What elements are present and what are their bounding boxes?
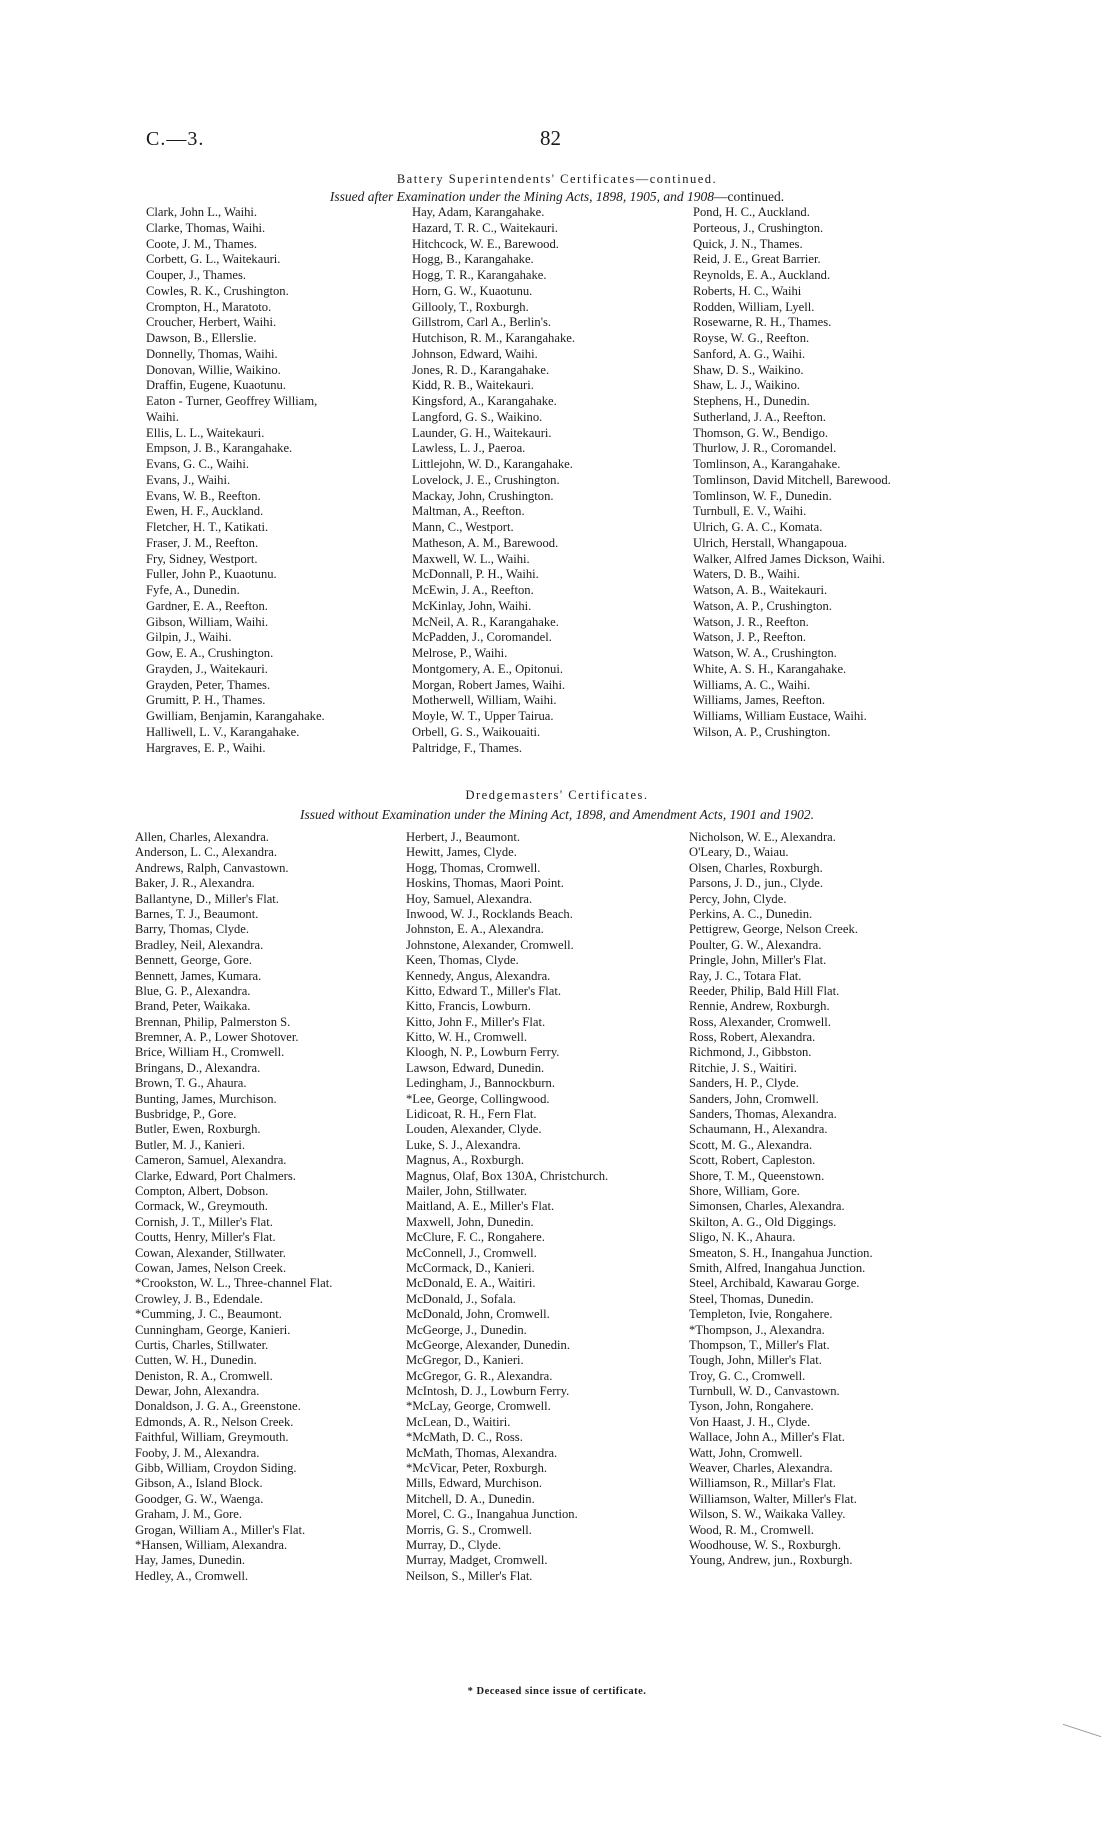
battery-certificate-entry: Waters, D. B., Waihi.	[693, 567, 800, 582]
dredge-certificate-entry: *McLay, George, Cromwell.	[406, 1399, 551, 1414]
dredge-certificate-entry: Kennedy, Angus, Alexandra.	[406, 968, 551, 983]
dredge-certificate-entry: McLean, D., Waitiri.	[406, 1414, 511, 1429]
dredge-certificate-entry: Brand, Peter, Waikaka.	[135, 999, 251, 1014]
battery-certificate-entry: Tomlinson, A., Karangahake.	[693, 457, 841, 471]
dredge-certificate-entry: *Lee, George, Collingwood.	[406, 1091, 550, 1106]
battery-certificate-entry: Kidd, R. B., Waitekauri.	[412, 378, 534, 393]
battery-column-3	[693, 205, 891, 741]
dredge-certificate-entry: Butler, Ewen, Roxburgh.	[135, 1122, 261, 1137]
battery-certificate-entry: Thurlow, J. R., Coromandel.	[693, 441, 837, 456]
dredge-certificate-entry: Johnstone, Alexander, Cromwell.	[406, 937, 574, 952]
battery-certificate-entry: Clarke, Thomas, Waihi.	[146, 220, 266, 235]
battery-certificate-entry: Fletcher, H. T., Katikati.	[146, 520, 269, 534]
battery-certificate-entry: Watson, A. P., Crushington.	[693, 598, 832, 613]
battery-certificate-entry: Halliwell, L. V., Karangahake.	[146, 724, 300, 739]
battery-certificate-entry: Draffin, Eugene, Kuaotunu.	[146, 378, 287, 393]
battery-certificate-entry: Fuller, John P., Kuaotunu.	[146, 567, 277, 582]
dredge-certificate-entry: Blue, G. P., Alexandra.	[135, 983, 251, 998]
battery-certificate-entry: Donnelly, Thomas, Waihi.	[146, 346, 278, 361]
battery-certificate-entry: Wilson, A. P., Crushington.	[693, 724, 831, 739]
battery-certificate-entry: Morgan, Robert James, Waihi.	[412, 677, 566, 692]
dredge-certificate-entry: Turnbull, W. D., Canvastown.	[689, 1384, 840, 1399]
dredge-certificate-entry: Woodhouse, W. S., Roxburgh.	[689, 1537, 841, 1552]
dredge-certificate-entry: Brennan, Philip, Palmerston S.	[135, 1014, 291, 1029]
battery-certificate-entry: Motherwell, William, Waihi.	[412, 693, 557, 708]
footnote: * Deceased since issue of certificate.	[467, 1686, 647, 1697]
dredge-certificate-entry: Morris, G. S., Cromwell.	[406, 1522, 532, 1537]
dredge-certificate-entry: Kitto, W. H., Cromwell.	[406, 1030, 528, 1045]
dredge-certificate-entry: Reeder, Philip, Bald Hill Flat.	[689, 983, 840, 998]
dredge-certificate-entry: Hoskins, Thomas, Maori Point.	[406, 876, 564, 891]
battery-subtitle-continued: —continued.	[713, 189, 785, 204]
dredge-certificate-entry: Ballantyne, D., Miller's Flat.	[135, 891, 279, 906]
battery-certificate-entry: Williams, James, Reefton.	[693, 693, 826, 708]
dredge-certificate-entry: McDonald, John, Cromwell.	[406, 1307, 550, 1322]
dredge-certificate-entry: Brice, William H., Cromwell.	[135, 1045, 285, 1060]
dredge-certificate-entry: McIntosh, D. J., Lowburn Ferry.	[406, 1384, 570, 1399]
dredge-certificate-entry: Bunting, James, Murchison.	[135, 1091, 277, 1106]
dredge-certificate-entry: Murray, D., Clyde.	[406, 1537, 502, 1552]
battery-certificate-entry: Shaw, L. J., Waikino.	[693, 378, 801, 393]
dredge-certificate-entry: McGeorge, J., Dunedin.	[406, 1322, 527, 1337]
battery-certificate-entry: Gow, E. A., Crushington.	[146, 646, 274, 660]
dredge-certificate-entry: Ray, J. C., Totara Flat.	[689, 968, 802, 983]
dredge-certificate-entry: Wood, R. M., Cromwell.	[689, 1522, 814, 1537]
battery-certificate-entry: Maxwell, W. L., Waihi.	[412, 551, 530, 566]
battery-column-2	[412, 205, 575, 756]
battery-certificate-entry: Gillooly, T., Roxburgh.	[412, 299, 529, 314]
dredge-certificate-entry: Skilton, A. G., Old Diggings.	[689, 1214, 837, 1229]
battery-certificate-entry: Watson, W. A., Crushington.	[693, 646, 837, 660]
battery-certificate-entry: Donovan, Willie, Waikino.	[146, 362, 281, 377]
battery-certificate-entry: Evans, J., Waihi.	[146, 472, 231, 487]
dredge-certificate-entry: Young, Andrew, jun., Roxburgh.	[689, 1553, 853, 1568]
battery-certificate-entry: Fry, Sidney, Westport.	[146, 551, 258, 566]
dredge-column-2	[406, 830, 608, 1584]
dredge-certificate-entry: Crowley, J. B., Edendale.	[135, 1291, 263, 1306]
dredge-certificate-entry: Smeaton, S. H., Inangahua Junction.	[689, 1245, 873, 1260]
dredge-certificate-entry: Williamson, R., Millar's Flat.	[689, 1476, 836, 1491]
battery-certificate-entry: Thomson, G. W., Bendigo.	[693, 425, 829, 440]
battery-certificate-entry: Matheson, A. M., Barewood.	[412, 535, 559, 550]
battery-certificate-entry: Corbett, G. L., Waitekauri.	[146, 252, 281, 267]
dredge-certificate-entry: Bennett, George, Gore.	[135, 953, 252, 968]
battery-certificate-entry: Williams, William Eustace, Waihi.	[693, 709, 867, 723]
battery-certificate-entry: Dawson, B., Ellerslie.	[146, 331, 257, 345]
dredge-certificate-entry: *Thompson, J., Alexandra.	[689, 1322, 825, 1337]
battery-certificate-entry: Hogg, T. R., Karangahake.	[412, 268, 547, 282]
battery-certificate-entry: Walker, Alfred James Dickson, Waihi.	[693, 551, 886, 566]
dredge-certificate-entry: Herbert, J., Beaumont.	[406, 830, 521, 844]
dredge-certificate-entry: Grogan, William A., Miller's Flat.	[135, 1522, 306, 1537]
dredge-certificate-entry: Wilson, S. W., Waikaka Valley.	[689, 1507, 846, 1522]
dredge-certificate-entry: Hoy, Samuel, Alexandra.	[406, 891, 533, 906]
dredge-certificate-entry: *Cumming, J. C., Beaumont.	[135, 1307, 282, 1322]
battery-certificate-entry: Sanford, A. G., Waihi.	[693, 346, 806, 361]
dredge-certificate-entry: McDonald, J., Sofala.	[406, 1291, 516, 1306]
battery-certificate-entry: McNeil, A. R., Karangahake.	[412, 614, 559, 629]
battery-certificate-entry: Tomlinson, David Mitchell, Barewood.	[693, 472, 891, 487]
dredge-certificate-entry: Butler, M. J., Kanieri.	[135, 1137, 246, 1152]
battery-certificate-entry: Montgomery, A. E., Opitonui.	[412, 661, 564, 676]
battery-certificate-entry: Hitchcock, W. E., Barewood.	[412, 236, 559, 251]
dredge-certificate-entry: McGregor, G. R., Alexandra.	[406, 1368, 553, 1383]
battery-subtitle-main: Issued after Examination under the Mining Acts, 1898, 1905, and 1908	[329, 189, 714, 204]
dredge-certificate-entry: Lawson, Edward, Dunedin.	[406, 1060, 545, 1075]
dredge-certificate-entry: Graham, J. M., Gore.	[135, 1507, 243, 1522]
battery-certificate-entry: Grayden, Peter, Thames.	[146, 677, 271, 692]
battery-certificate-entry: Porteous, J., Crushington.	[693, 220, 824, 235]
dredge-certificate-entry: Perkins, A. C., Dunedin.	[689, 906, 813, 921]
dredge-certificate-entry: Magnus, A., Roxburgh.	[406, 1153, 525, 1168]
battery-certificate-entry: Gwilliam, Benjamin, Karangahake.	[146, 709, 325, 723]
battery-certificate-entry: Melrose, P., Waihi.	[412, 646, 508, 660]
battery-certificate-entry: Royse, W. G., Reefton.	[693, 331, 810, 345]
dredge-certificate-entry: Johnston, E. A., Alexandra.	[406, 922, 544, 937]
battery-certificate-entry: Gardner, E. A., Reefton.	[146, 598, 268, 613]
dredge-certificate-entry: Ross, Robert, Alexandra.	[689, 1030, 816, 1045]
dredge-certificate-entry: Ross, Alexander, Cromwell.	[689, 1014, 831, 1029]
dredge-certificate-entry: Baker, J. R., Alexandra.	[135, 876, 255, 891]
battery-certificate-entry: Fyfe, A., Dunedin.	[146, 583, 240, 597]
dredge-certificate-entry: Scott, M. G., Alexandra.	[689, 1137, 813, 1152]
dredge-certificate-entry: Donaldson, J. G. A., Greenstone.	[135, 1399, 301, 1414]
dredge-certificate-entry: Sligo, N. K., Ahaura.	[689, 1230, 796, 1245]
dredge-certificate-entry: Cornish, J. T., Miller's Flat.	[135, 1214, 273, 1229]
dredge-certificate-entry: Hogg, Thomas, Cromwell.	[406, 860, 541, 875]
dredge-certificate-entry: Troy, G. C., Cromwell.	[689, 1368, 806, 1383]
dredge-certificate-entry: Shore, T. M., Queenstown.	[689, 1168, 825, 1183]
battery-certificate-entry: Gibson, William, Waihi.	[146, 614, 269, 629]
dredge-certificate-entry: Poulter, G. W., Alexandra.	[689, 937, 822, 952]
battery-certificate-entry: Hutchison, R. M., Karangahake.	[412, 331, 575, 345]
dredge-certificate-entry: McGregor, D., Kanieri.	[406, 1353, 524, 1368]
battery-certificate-entry: Littlejohn, W. D., Karangahake.	[412, 457, 573, 471]
battery-certificate-entry: Hazard, T. R. C., Waitekauri.	[412, 220, 558, 235]
battery-certificate-entry: Reynolds, E. A., Auckland.	[693, 268, 831, 282]
battery-certificate-entry: Eaton - Turner, Geoffrey William,	[146, 394, 318, 408]
dredge-certificate-entry: McConnell, J., Cromwell.	[406, 1245, 537, 1260]
battery-certificate-entry: Jones, R. D., Karangahake.	[412, 362, 550, 377]
dredge-certificate-entry: Allen, Charles, Alexandra.	[135, 830, 269, 844]
dredge-column-1	[135, 830, 332, 1584]
dredge-certificate-entry: Luke, S. J., Alexandra.	[406, 1137, 521, 1152]
dredge-certificate-entry: Tough, John, Miller's Flat.	[689, 1353, 822, 1368]
dredge-certificate-entry: Rennie, Andrew, Roxburgh.	[689, 999, 830, 1014]
dredge-certificate-entry: Cowan, James, Nelson Creek.	[135, 1260, 287, 1275]
battery-certificate-entry: Ewen, H. F., Auckland.	[146, 504, 264, 519]
dredge-certificate-entry: Magnus, Olaf, Box 130A, Christchurch.	[406, 1168, 609, 1183]
dredge-certificate-entry: Gibson, A., Island Block.	[135, 1476, 263, 1491]
dredge-certificate-entry: Hewitt, James, Clyde.	[406, 845, 517, 860]
dredge-certificate-entry: Barnes, T. J., Beaumont.	[135, 906, 259, 921]
battery-certificate-entry: Pond, H. C., Auckland.	[693, 205, 810, 219]
dredge-certificate-entry: Keen, Thomas, Clyde.	[406, 953, 519, 968]
dredge-certificate-entry: Maitland, A. E., Miller's Flat.	[406, 1199, 555, 1214]
dredge-subtitle-text: Issued without Examination under the Mining Act, 1898, and Amendment Acts, 1901 and 1902.	[299, 807, 815, 822]
dredge-certificate-entry: Barry, Thomas, Clyde.	[135, 922, 250, 937]
battery-certificate-entry: Turnbull, E. V., Waihi.	[693, 504, 807, 519]
dredge-certificate-entry: Schaumann, H., Alexandra.	[689, 1122, 828, 1137]
battery-certificate-entry: Reid, J. E., Great Barrier.	[693, 252, 821, 267]
dredge-certificate-entry: Cowan, Alexander, Stillwater.	[135, 1245, 286, 1260]
dredge-certificate-entry: Scott, Robert, Capleston.	[689, 1153, 816, 1168]
battery-certificate-entry: McPadden, J., Coromandel.	[412, 630, 552, 645]
battery-certificate-entry: Hargraves, E. P., Waihi.	[146, 740, 266, 755]
dredge-certificate-entry: Bennett, James, Kumara.	[135, 968, 262, 983]
dredge-certificate-entry: Brown, T. G., Ahaura.	[135, 1076, 247, 1091]
dredge-certificate-entry: Weaver, Charles, Alexandra.	[689, 1461, 833, 1476]
page-reference: C.—3.	[146, 128, 205, 150]
dredge-certificate-entry: Hedley, A., Cromwell.	[135, 1568, 249, 1583]
battery-certificate-entry: Evans, G. C., Waihi.	[146, 457, 249, 471]
dredge-section-subtitle	[0, 807, 1114, 823]
battery-certificate-entry: Croucher, Herbert, Waihi.	[146, 315, 277, 330]
dredge-certificate-entry: Cormack, W., Greymouth.	[135, 1199, 268, 1214]
dredge-certificate-entry: Dewar, John, Alexandra.	[135, 1384, 260, 1399]
dredge-certificate-entry: Kloogh, N. P., Lowburn Ferry.	[406, 1045, 560, 1060]
battery-certificate-entry: Ulrich, Herstall, Whangapoua.	[693, 535, 847, 550]
battery-certificate-entry: Sutherland, J. A., Reefton.	[693, 409, 826, 424]
dredge-certificate-entry: Neilson, S., Miller's Flat.	[406, 1568, 533, 1583]
dredge-certificate-entry: Clarke, Edward, Port Chalmers.	[135, 1168, 296, 1183]
dredge-certificate-entry: Ledingham, J., Bannockburn.	[406, 1076, 555, 1091]
battery-certificate-entry: McEwin, J. A., Reefton.	[412, 583, 534, 597]
battery-certificate-entry: Tomlinson, W. F., Dunedin.	[693, 488, 832, 503]
dredge-section-title: Dredgemasters' Certificates.	[465, 788, 649, 802]
dredge-certificate-entry: Pringle, John, Miller's Flat.	[689, 953, 827, 968]
dredge-certificate-entry: Gibb, William, Croydon Siding.	[135, 1461, 297, 1476]
battery-certificate-entry: Mann, C., Westport.	[412, 520, 514, 534]
dredge-certificate-entry: Mitchell, D. A., Dunedin.	[406, 1491, 535, 1506]
battery-certificate-entry: Launder, G. H., Waitekauri.	[412, 425, 552, 440]
dredge-certificate-entry: Sanders, Thomas, Alexandra.	[689, 1107, 837, 1122]
dredge-certificate-entry: Shore, William, Gore.	[689, 1183, 800, 1198]
dredge-certificate-entry: McDonald, E. A., Waitiri.	[406, 1276, 536, 1291]
battery-certificate-entry: Ellis, L. L., Waitekauri.	[146, 425, 265, 440]
battery-certificate-entry: Stephens, H., Dunedin.	[693, 394, 810, 408]
dredge-certificate-entry: Lidicoat, R. H., Fern Flat.	[406, 1107, 537, 1122]
battery-certificate-entry: Williams, A. C., Waihi.	[693, 677, 811, 692]
battery-certificate-entry: Paltridge, F., Thames.	[412, 740, 522, 755]
dredge-certificate-entry: Busbridge, P., Gore.	[135, 1107, 237, 1122]
battery-certificate-entry: Waihi.	[146, 409, 179, 424]
battery-certificate-entry: Gillstrom, Carl A., Berlin's.	[412, 315, 552, 330]
dredge-column-3	[689, 830, 873, 1569]
battery-certificate-entry: Ulrich, G. A. C., Komata.	[693, 520, 823, 534]
battery-certificate-entry: Johnson, Edward, Waihi.	[412, 346, 538, 361]
dredge-certificate-entry: Maxwell, John, Dunedin.	[406, 1214, 534, 1229]
battery-certificate-entry: Lawless, L. J., Paeroa.	[412, 441, 526, 456]
dredge-certificate-entry: Deniston, R. A., Cromwell.	[135, 1368, 273, 1383]
dredge-certificate-entry: Simonsen, Charles, Alexandra.	[689, 1199, 845, 1214]
dredge-certificate-entry: Wallace, John A., Miller's Flat.	[689, 1430, 845, 1445]
dredge-certificate-entry: Ritchie, J. S., Waitiri.	[689, 1060, 797, 1075]
dredge-certificate-entry: Inwood, W. J., Rocklands Beach.	[406, 906, 573, 921]
battery-certificate-entry: Horn, G. W., Kuaotunu.	[412, 283, 533, 298]
battery-certificate-entry: Watson, J. R., Reefton.	[693, 614, 809, 629]
dredge-certificate-entry: Bremner, A. P., Lower Shotover.	[135, 1030, 299, 1045]
dredge-certificate-entry: Andrews, Ralph, Canvastown.	[135, 860, 289, 875]
dredge-certificate-entry: Sanders, H. P., Clyde.	[689, 1076, 799, 1091]
dredge-certificate-entry: Cutten, W. H., Dunedin.	[135, 1353, 257, 1368]
dredge-certificate-entry: Mills, Edward, Murchison.	[406, 1476, 543, 1491]
dredge-certificate-entry: Steel, Archibald, Kawarau Gorge.	[689, 1276, 860, 1291]
dredge-certificate-entry: Kitto, John F., Miller's Flat.	[406, 1014, 546, 1029]
battery-certificate-entry: Couper, J., Thames.	[146, 268, 246, 282]
dredge-certificate-entry: Morel, C. G., Inangahua Junction.	[406, 1507, 578, 1522]
dredge-certificate-entry: Kitto, Edward T., Miller's Flat.	[406, 983, 562, 998]
dredge-certificate-entry: Murray, Madget, Cromwell.	[406, 1553, 548, 1568]
dredge-certificate-entry: Steel, Thomas, Dunedin.	[689, 1291, 814, 1306]
dredge-certificate-entry: McClure, F. C., Rongahere.	[406, 1230, 545, 1245]
page-number: 82	[540, 126, 561, 150]
battery-section-title: Battery Superintendents' Certificates—continued.	[396, 172, 718, 186]
dredge-certificate-entry: Hay, James, Dunedin.	[135, 1553, 246, 1568]
dredge-certificate-entry: Pettigrew, George, Nelson Creek.	[689, 922, 858, 937]
battery-certificate-entry: Hogg, B., Karangahake.	[412, 252, 534, 267]
dredge-certificate-entry: Tyson, John, Rongahere.	[689, 1399, 814, 1414]
dredge-certificate-entry: Sanders, John, Cromwell.	[689, 1091, 819, 1106]
battery-certificate-entry: Lovelock, J. E., Crushington.	[412, 472, 560, 487]
dredge-certificate-entry: Faithful, William, Greymouth.	[135, 1430, 289, 1445]
battery-certificate-entry: Maltman, A., Reefton.	[412, 504, 525, 519]
dredge-certificate-entry: Olsen, Charles, Roxburgh.	[689, 860, 823, 875]
battery-certificate-entry: White, A. S. H., Karangahake.	[693, 661, 847, 676]
dredge-certificate-entry: McCormack, D., Kanieri.	[406, 1260, 535, 1275]
dredge-certificate-entry: Von Haast, J. H., Clyde.	[689, 1414, 811, 1429]
battery-certificate-entry: Cowles, R. K., Crushington.	[146, 283, 289, 298]
battery-certificate-entry: Roberts, H. C., Waihi	[693, 283, 802, 298]
battery-certificate-entry: Gilpin, J., Waihi.	[146, 630, 232, 645]
dredge-certificate-entry: Fooby, J. M., Alexandra.	[135, 1445, 260, 1460]
dredge-certificate-entry: Cunningham, George, Kanieri.	[135, 1322, 291, 1337]
dredge-certificate-entry: Goodger, G. W., Waenga.	[135, 1491, 264, 1506]
dredge-certificate-entry: Parsons, J. D., jun., Clyde.	[689, 876, 823, 891]
battery-certificate-entry: Quick, J. N., Thames.	[693, 236, 803, 251]
battery-certificate-entry: Mackay, John, Crushington.	[412, 488, 554, 503]
dredge-certificate-entry: Louden, Alexander, Clyde.	[406, 1122, 542, 1137]
dredge-certificate-entry: Watt, John, Cromwell.	[689, 1445, 803, 1460]
battery-certificate-entry: Empson, J. B., Karangahake.	[146, 441, 293, 456]
dredge-certificate-entry: Percy, John, Clyde.	[689, 891, 787, 906]
dredge-certificate-entry: Bringans, D., Alexandra.	[135, 1060, 261, 1075]
battery-certificate-entry: Clark, John L., Waihi.	[146, 205, 258, 219]
dredge-certificate-entry: Nicholson, W. E., Alexandra.	[689, 830, 836, 844]
dredge-certificate-entry: McGeorge, Alexander, Dunedin.	[406, 1337, 570, 1352]
battery-column-1	[146, 205, 325, 756]
dredge-certificate-entry: Richmond, J., Gibbston.	[689, 1045, 812, 1060]
battery-certificate-entry: Shaw, D. S., Waikino.	[693, 362, 804, 377]
dredge-certificate-entry: Curtis, Charles, Stillwater.	[135, 1337, 269, 1352]
battery-certificate-entry: Langford, G. S., Waikino.	[412, 409, 543, 424]
dredge-certificate-entry: McMath, Thomas, Alexandra.	[406, 1445, 558, 1460]
battery-certificate-entry: McKinlay, John, Waihi.	[412, 598, 532, 613]
dredge-certificate-entry: Mailer, John, Stillwater.	[406, 1183, 527, 1198]
dredge-certificate-entry: Williamson, Walter, Miller's Flat.	[689, 1491, 857, 1506]
dredge-certificate-entry: Thompson, T., Miller's Flat.	[689, 1337, 830, 1352]
dredge-certificate-entry: Smith, Alfred, Inangahua Junction.	[689, 1260, 866, 1275]
battery-section-subtitle	[0, 189, 1114, 205]
battery-certificate-entry: Coote, J. M., Thames.	[146, 236, 258, 251]
battery-certificate-entry: Watson, J. P., Reefton.	[693, 630, 807, 645]
dredge-certificate-entry: Anderson, L. C., Alexandra.	[135, 845, 277, 860]
battery-certificate-entry: Moyle, W. T., Upper Tairua.	[412, 709, 554, 723]
battery-certificate-entry: Grumitt, P. H., Thames.	[146, 693, 266, 708]
battery-certificate-entry: Crompton, H., Maratoto.	[146, 299, 272, 314]
dredge-certificate-entry: *McVicar, Peter, Roxburgh.	[406, 1461, 548, 1476]
dredge-certificate-entry: *Hansen, William, Alexandra.	[135, 1537, 288, 1552]
battery-certificate-entry: Evans, W. B., Reefton.	[146, 488, 261, 503]
battery-certificate-entry: Rosewarne, R. H., Thames.	[693, 315, 832, 330]
battery-certificate-entry: Kingsford, A., Karangahake.	[412, 394, 557, 408]
battery-certificate-entry: Hay, Adam, Karangahake.	[412, 205, 545, 219]
dredge-certificate-entry: Kitto, Francis, Lowburn.	[406, 999, 531, 1014]
dredge-certificate-entry: Coutts, Henry, Miller's Flat.	[135, 1230, 276, 1245]
dredge-certificate-entry: *McMath, D. C., Ross.	[406, 1430, 523, 1445]
dredge-certificate-entry: *Crookston, W. L., Three-channel Flat.	[135, 1276, 333, 1291]
dredge-certificate-entry: Bradley, Neil, Alexandra.	[135, 937, 264, 952]
dredge-certificate-entry: O'Leary, D., Waiau.	[689, 845, 789, 860]
battery-certificate-entry: Fraser, J. M., Reefton.	[146, 535, 259, 550]
battery-certificate-entry: McDonnall, P. H., Waihi.	[412, 567, 539, 582]
battery-certificate-entry: Rodden, William, Lyell.	[693, 299, 815, 314]
dredge-certificate-entry: Templeton, Ivie, Rongahere.	[689, 1307, 833, 1322]
dredge-certificate-entry: Edmonds, A. R., Nelson Creek.	[135, 1414, 294, 1429]
battery-certificate-entry: Orbell, G. S., Waikouaiti.	[412, 724, 541, 739]
scan-mark	[1063, 1724, 1101, 1737]
battery-certificate-entry: Watson, A. B., Waitekauri.	[693, 583, 828, 597]
battery-certificate-entry: Grayden, J., Waitekauri.	[146, 661, 268, 676]
dredge-certificate-entry: Cameron, Samuel, Alexandra.	[135, 1153, 287, 1168]
dredge-certificate-entry: Compton, Albert, Dobson.	[135, 1183, 269, 1198]
